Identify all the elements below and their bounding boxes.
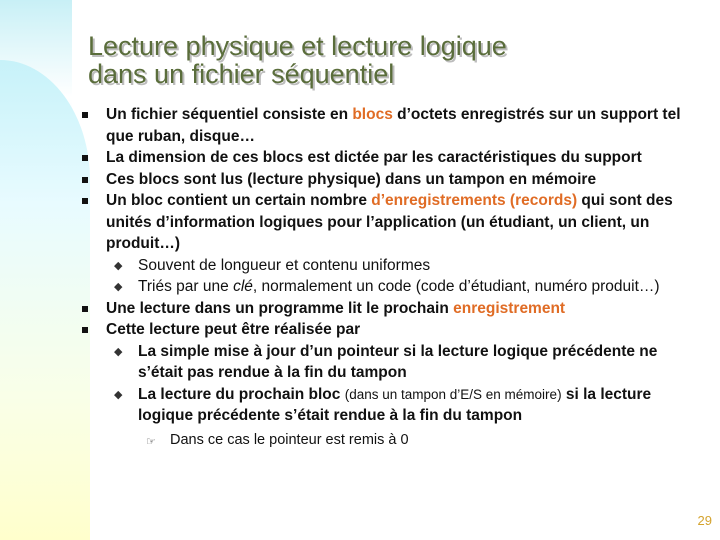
bullet-item: [82, 298, 682, 320]
square-bullet-icon: [82, 112, 88, 118]
diamond-bullet-icon: ◆: [114, 345, 123, 358]
slide-title: [88, 32, 688, 88]
square-bullet-icon: [82, 155, 88, 161]
sub-sub-bullet-item: [82, 430, 682, 452]
bullet-text: Souvent de longueur et contenu uniformes: [138, 256, 431, 274]
page-number: 29: [697, 513, 712, 528]
bullet-item: [82, 169, 682, 191]
bullet-text: Ces blocs sont lus (lecture physique) dans un tampon en mémoire: [106, 170, 597, 188]
bullet-item: [82, 104, 682, 147]
bullet-text: La lecture du prochain bloc: [138, 385, 345, 403]
square-bullet-icon: [82, 306, 88, 312]
bullet-text: Triés par une: [138, 278, 234, 295]
bullet-text: Cette lecture peut être réalisée par: [106, 321, 361, 338]
diamond-bullet-icon: ◆: [114, 259, 123, 272]
bullet-text: Dans ce cas le pointeur est remis à 0: [170, 431, 409, 448]
slide-content: [82, 104, 682, 451]
bullet-text: Une lecture dans un programme lit le prochain: [106, 299, 454, 317]
sub-bullet-item: [82, 384, 682, 427]
square-bullet-icon: [82, 177, 88, 183]
highlight-text: blocs: [352, 106, 393, 123]
square-bullet-icon: [82, 327, 88, 333]
bullet-text: Un bloc contient un certain nombre: [106, 192, 372, 209]
small-text: (dans un tampon d’E/S en mémoire): [344, 386, 562, 402]
bullet-text: , normalement un code (code d’étudiant, numéro produit…): [252, 278, 660, 295]
sub-bullet-item: [82, 341, 682, 384]
pointing-hand-icon: ☞: [146, 435, 156, 448]
bullet-item: [82, 147, 682, 169]
bullet-item: [82, 319, 682, 341]
diamond-bullet-icon: ◆: [114, 281, 123, 293]
highlight-text: enregistrement: [453, 299, 566, 317]
left-decorative-curve: [0, 60, 90, 540]
sub-bullet-item: [82, 255, 682, 277]
bullet-text: si la lecture logique précédente s’était rendue à la fin du tampon: [138, 385, 652, 424]
bullet-text: Un fichier séquentiel consiste en: [106, 106, 353, 123]
bullet-text: La simple mise à jour d’un pointeur si la lecture logique précédente ne s’était pas rendue à la fin du tampon: [138, 342, 658, 381]
bullet-text: d’octets enregistrés sur un support tel que ruban, disque…: [106, 106, 681, 145]
title-line-1: Lecture physique et lecture logique: [88, 31, 507, 61]
bullet-text: qui sont des unités d’information logiques pour l’application (un étudiant, un client, un produit…): [106, 192, 673, 252]
diamond-bullet-icon: ◆: [114, 388, 123, 401]
bullet-text: La dimension de ces blocs est dictée par les caractéristiques du support: [106, 149, 642, 166]
highlight-text: d’enregistrements (records): [371, 192, 578, 209]
bullet-item: [82, 190, 682, 255]
square-bullet-icon: [82, 198, 88, 204]
emphasis-text: clé: [233, 278, 253, 295]
sub-bullet-item: [82, 276, 682, 298]
title-line-2: dans un fichier séquentiel: [88, 59, 395, 89]
